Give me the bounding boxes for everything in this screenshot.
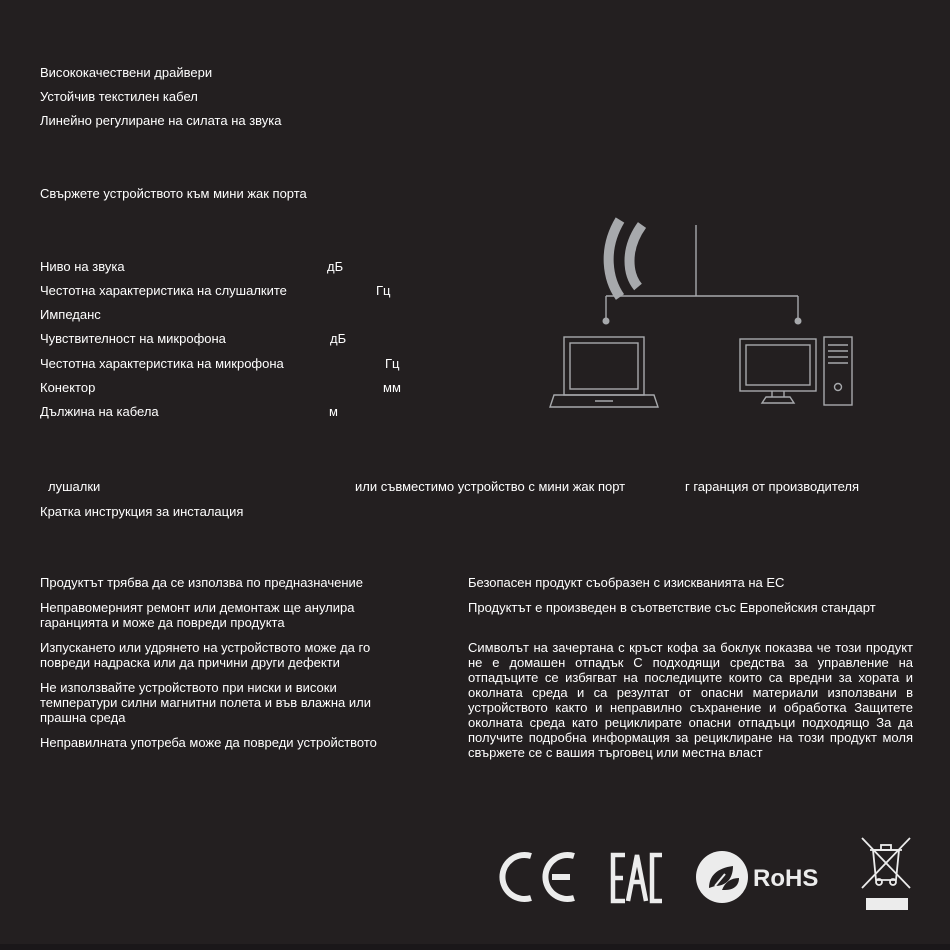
spec-label-cable-length: Дължина на кабела	[40, 404, 159, 419]
spec-unit-volume: дБ	[327, 259, 344, 274]
bottom-edge	[0, 944, 950, 950]
rohs-label: RoHS	[753, 865, 819, 892]
package-item-warranty: г гаранция от производителя	[685, 479, 860, 494]
feature-1: Висококачествени драйвери	[40, 65, 213, 80]
warning-3: Изпускането или удрянето на устройството може да го повреди надраска или да причини други дефекти	[40, 640, 371, 670]
spec-label-headphone-freq: Честотна характеристика на слушалките	[40, 283, 287, 298]
warning-5: Неправилната употреба може да повреди устройството	[40, 735, 377, 750]
compliance-standard: Продуктът е произведен в съответствие със Европейския стандарт	[468, 600, 876, 615]
ce-mark-icon	[498, 850, 580, 905]
spec-label-mic-sensitivity: Чувствителност на микрофона	[40, 331, 226, 346]
spec-unit-headphone-freq: Гц	[376, 283, 391, 298]
spec-unit-mic-freq: Гц	[385, 356, 400, 371]
warning-2: Неправомерният ремонт или демонтаж ще анулира гаранцията и може да повреди продукта	[40, 600, 355, 630]
spec-label-volume: Ниво на звука	[40, 259, 125, 274]
spec-unit-cable-length: м	[329, 404, 338, 419]
feature-2: Устойчив текстилен кабел	[40, 89, 198, 104]
feature-3: Линейно регулиране на силата на звука	[40, 113, 282, 128]
desktop-pc-icon	[738, 335, 858, 410]
package-item-manual: Кратка инструкция за инсталация	[40, 504, 244, 519]
connection-note: Свържете устройството към мини жак порта	[40, 186, 307, 201]
spec-label-mic-freq: Честотна характеристика на микрофона	[40, 356, 284, 371]
warning-4: Не използвайте устройството при ниски и високи температури силни магнитни полета и във влажна или прашна среда	[40, 680, 371, 725]
eac-mark-icon	[610, 852, 666, 904]
spec-label-connector: Конектор	[40, 380, 96, 395]
package-item-headphones: лушалки	[48, 479, 101, 494]
spec-label-impedance: Импеданс	[40, 307, 101, 322]
compliance-eu: Безопасен продукт съобразен с изискванията на ЕС	[468, 575, 785, 590]
compliance-weee-text: Символът на зачертана с кръст кофа за боклук показва че този продукт не е домашен отпадък С подходящи средства за управление на отпадъците се избягват на последиците които са вредни за хората и околната среда и са резултат от опасни материали използвани в устройството както и неправилно съхранение и обработка Защитете околната среда като рециклирате опасни отпадъци подходящо За да получите подробна информация за рециклиране на този продукт моля свържете се с вашия търговец или местна власт	[468, 640, 913, 760]
spec-unit-mic-sensitivity: дБ	[330, 331, 347, 346]
weee-crossed-bin-icon	[860, 836, 912, 912]
connection-lines	[600, 225, 805, 325]
warning-1: Продуктът трябва да се използва по предназначение	[40, 575, 364, 590]
laptop-icon	[550, 335, 660, 410]
package-item-device: или съвместимо устройство с мини жак порт	[355, 479, 626, 494]
rohs-mark-icon	[695, 850, 830, 906]
spec-unit-connector: мм	[383, 380, 401, 395]
